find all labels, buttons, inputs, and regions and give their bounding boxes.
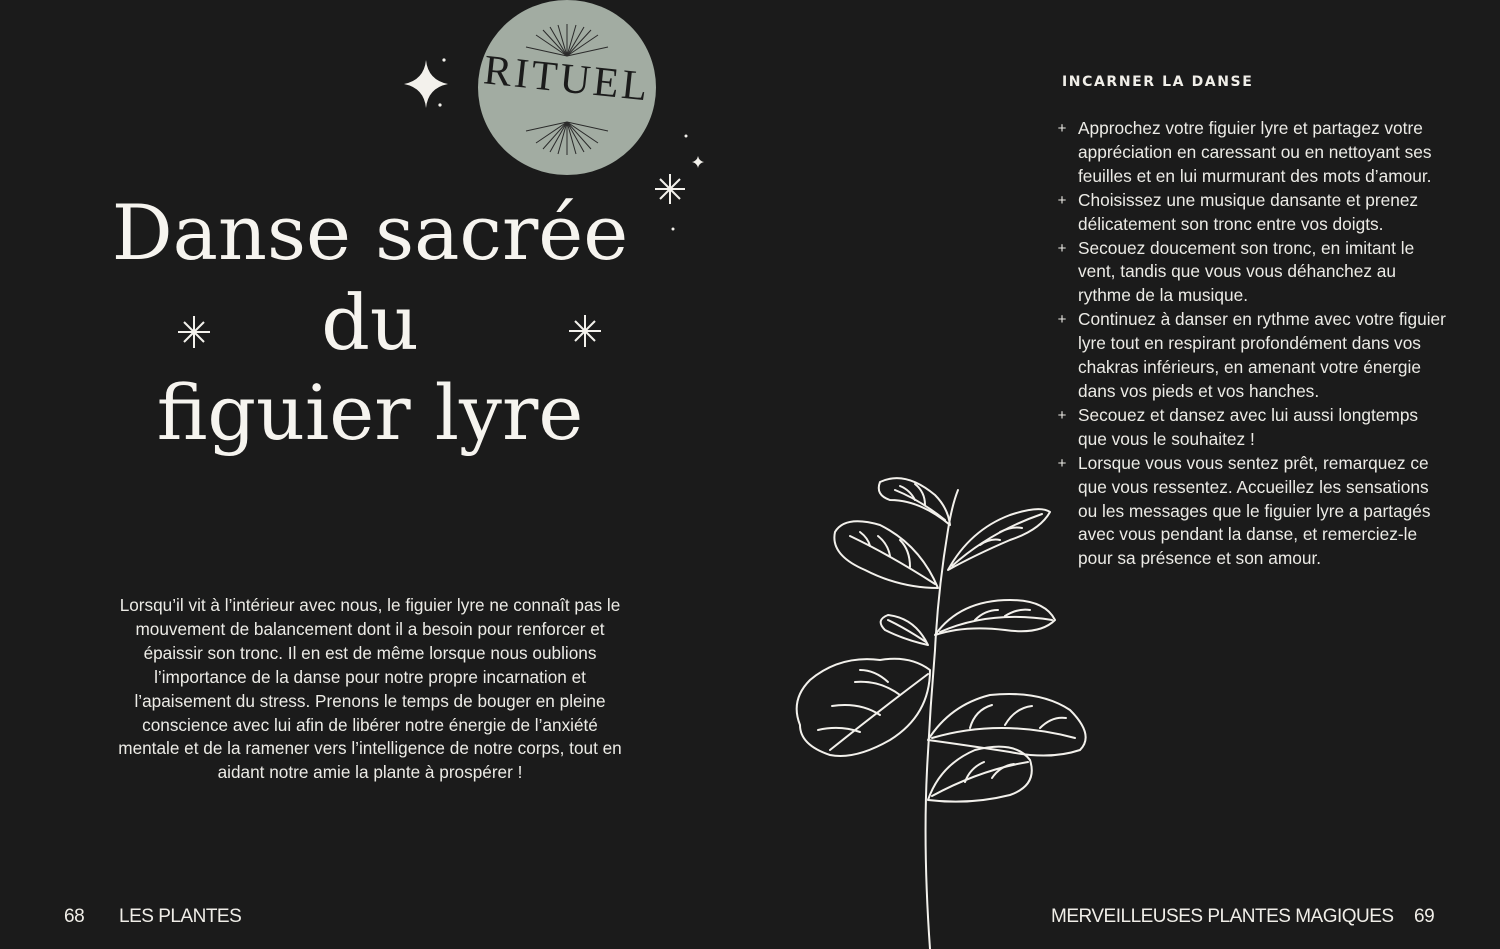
page-number: 69 bbox=[1414, 906, 1435, 927]
ritual-steps-list bbox=[1055, 117, 1450, 571]
title-line: Danse sacrée bbox=[111, 188, 629, 277]
page-title bbox=[60, 188, 680, 458]
list-item bbox=[1055, 237, 1450, 309]
plus-bullet-icon: + bbox=[1057, 191, 1067, 209]
step-text: Lorsque vous vous sentez prêt, remarquez ce que vous ressentez. Accueillez les sensations ou les messages que le figuier lyre a partagés avec vous pendant la danse, et remerciez-le pour sa présence et son amour. bbox=[1078, 452, 1431, 569]
ritual-badge bbox=[478, 0, 656, 175]
title-line: du bbox=[321, 278, 419, 367]
step-text: Choisissez une musique dansante et prenez délicatement son tronc entre vos doigts. bbox=[1078, 189, 1419, 234]
list-item bbox=[1055, 308, 1450, 404]
plus-bullet-icon: + bbox=[1057, 120, 1067, 137]
badge-label: RITUEL bbox=[481, 47, 653, 111]
list-item bbox=[1055, 452, 1450, 572]
fiddle-leaf-fig-illustration bbox=[770, 470, 1090, 949]
step-text: Approchez votre figuier lyre et partagez votre appréciation en caressant ou en nettoyant ses feuilles et en lui murmurant des mots d’amour. bbox=[1078, 118, 1432, 186]
plus-bullet-icon: + bbox=[1057, 454, 1067, 472]
intro-paragraph: Lorsqu’il vit à l’intérieur avec nous, le figuier lyre ne connaît pas le mouvement de balancement dont il a besoin pour renforcer et épaissir son tronc. Il en est de même lorsque nous oublions l’importance de la danse pour notre propre incarnation et l’apaisement du stress. Prenons le temps de bouger en pleine conscience avec lui afin de libérer notre énergie de l’anxiété mentale et de la ramener vers l’intelligence de notre corps, tout en aidant notre amie la plante à prospérer ! bbox=[118, 595, 622, 783]
plus-bullet-icon: + bbox=[1057, 406, 1067, 424]
list-item bbox=[1055, 117, 1450, 189]
step-text: Secouez et dansez avec lui aussi longtemps que vous le souhaitez ! bbox=[1078, 404, 1419, 449]
page-number: 68 bbox=[64, 906, 85, 927]
section-heading: INCARNER LA DANSE bbox=[1062, 74, 1254, 90]
title-line: figuier lyre bbox=[156, 368, 584, 457]
list-item bbox=[1055, 404, 1450, 452]
plus-bullet-icon: + bbox=[1057, 311, 1067, 329]
running-head: MERVEILLEUSES PLANTES MAGIQUES bbox=[1051, 906, 1394, 927]
right-page bbox=[750, 0, 1500, 949]
step-text: Secouez doucement son tronc, en imitant le vent, tandis que vous vous déhanchez au rythme de la musique. bbox=[1078, 237, 1415, 306]
plus-bullet-icon: + bbox=[1057, 239, 1067, 257]
step-text: Continuez à danser en rythme avec votre figuier lyre tout en respirant profondément dans vos chakras inférieurs, en amenant votre énergie dans vos pieds et vos hanches. bbox=[1078, 309, 1446, 401]
list-item bbox=[1055, 189, 1450, 237]
four-point-sparkle-icon bbox=[402, 58, 452, 110]
running-head: LES PLANTES bbox=[119, 906, 242, 927]
